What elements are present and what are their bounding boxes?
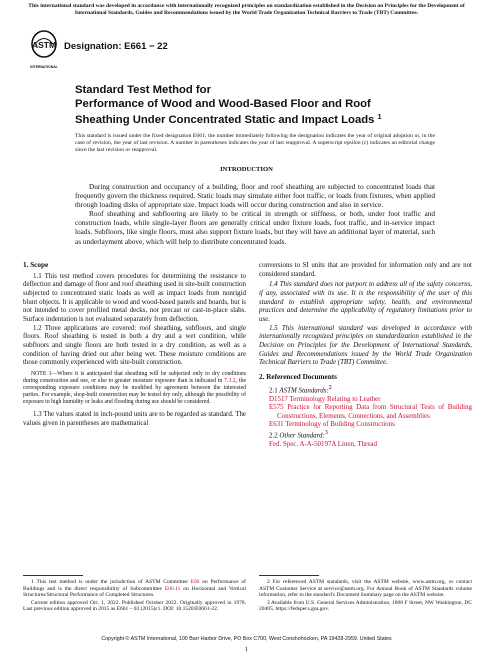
other-standard-label: 2.2 Other Standard:$^3$ [269,430,328,440]
introduction [75,182,435,246]
reference-d1517 [259,395,472,404]
logo-subtext: INTERNATIONAL [30,65,58,69]
top-notice: This international standard was developed in accordance with internationally recognized principles on standardization established in the Decision on Principles for the Development of International Standards, Guides and Recommendations issued by the World Trade Organization Technical Barriers to Trade (TBT) Committee. [28,3,465,16]
footnotes-right [259,579,472,614]
designation: Designation: E661 − 22 [64,41,168,52]
footnote-2: 2 For referenced ASTM standards, visit the ASTM website, www.astm.org, or contact ASTM Customer Service at service@astm.org. For Annual Book of ASTM Standards volume information, refer to the standard's Document Summary page on the ASTM website. [259,579,472,599]
footnote-3: 3 Available from U.S. General Services Administration, 1800 F Street, NW Washington, DC 20405, https://fedspecs.gsa.gov. [259,599,472,613]
right-column [259,261,472,449]
astm-logo [30,30,58,74]
introduction-heading: INTRODUCTION [220,166,273,173]
left-column [23,261,246,427]
link-e631[interactable]: E631 [269,420,284,429]
footnote-1: 1 This test method is under the jurisdiction of ASTM Committee E06 on Performance of Buildings and is the direct responsibility of Subcommittee E06.11 on Horizontal and Vertical Structures/Structural Performance of Completed Structures. [23,579,246,599]
scope-1-1: 1.1 This test method covers procedures for determining the resistance to deflection and damage of floor and roof sheathing used in site-built construction subjected to concentrated static loads as well as impact loads from nonrigid blunt objects. It is applicable to wood and wood-based panels and boards, but is not intended to cover profiled metal decks, nor precast or cast-in-place slabs. Surface indentation is not evaluated separately from deflection. [23,271,246,323]
link-fed-spec[interactable]: Fed. Spec. A-A-50197A [269,440,337,449]
link-7-3-2[interactable]: 7.3.2 [224,377,236,384]
footnotes-left [23,579,246,614]
scope-heading: 1. Scope [23,261,49,269]
note-1: NOTE 1—Where it is anticipated that sheathing will be subjected only to dry conditions during construction and use, or else to greater moisture exposure than is indicated in 7.3.2, the corresponding exposure conditions may be modified by agreement between the interested parties. For example, shop-built construction may be tested dry only, although the possibility of exposure to high humidity or leaks and flooding during use should be considered. [23,370,246,405]
link-e575[interactable]: E575 [269,403,284,412]
intro-paragraph-2: Roof sheathing and subflooring are likely to be critical in strength or stiffness, or both, under foot traffic and construction loads, while single-layer floors are generally critical under fixture loads, foot traffic, and in-service impact loads. Subfloors, like single floors, must also support fixture loads, but they will have an additional layer of material, such as underlayment above, which will help to distribute concentrated loads. [75,209,435,246]
title-line-2: Performance of Wood and Wood-Based Floor and Roof [75,97,371,110]
reference-e631 [259,420,472,429]
reference-fed-spec [259,440,472,449]
link-e575-title[interactable]: Practice for Reporting Data from Structural Tests of Building Constructions, Elements, Connections, and Assemblies [277,403,473,420]
link-e631-title[interactable]: Terminology of Building Constructions [285,420,395,429]
footnote-rule-right [259,575,319,576]
scope-1-5: 1.5 This international standard was developed in accordance with internationally recognized principles on standardization established in the Decision on Principles for the Development of International Standards, Guides and Recommendations issued by the World Trade Organization Technical Barriers to Trade (TBT) Committee. [259,323,472,367]
scope-1-3-continued: conversions to SI units that are provided for information only and are not considered standard. [259,261,472,278]
title-footnote-ref: 1 [377,114,382,122]
link-e06[interactable]: E06 [190,579,200,585]
page-number: 1 [244,646,249,653]
title-line-1: Standard Test Method for [75,84,211,96]
standard-note: This standard is issued under the fixed designation E661; the number immediately following the designation indicates the year of original adoption or, in the case of revision, the year of last revision. A number in parentheses indicates the year of last reapproval. A superscript epsilon (ε) indicates an editorial change since the last revision or reapproval. [75,133,435,153]
footnote-rule-left [23,575,83,576]
copyright-footer: Copyright © ASTM International, 100 Barr Harbor Drive, PO Box C700, West Conshohocken, PA 19428-2959. United States [101,636,392,642]
scope-1-2: 1.2 Three applications are covered: roof sheathing, subfloors, and single floors. Roof sheathing is tested in both a dry and a wet condition, while subfloors and single floors are both tested in a dry condition, as well as a condition of having dried out after being wet. These moisture conditions are those commonly experienced with site-built construction. [23,323,246,367]
intro-paragraph-1: During construction and occupancy of a building, floor and roof sheathing are subjected to concentrated loads that frequently govern the thickness required. Static loads may simulate either foot traffic, or loads from fixtures, when applied through loading disks of appropriate size. Impact loads will occur during construction and also in service. [75,182,435,210]
link-d1517-title[interactable]: Terminology Relating to Leather [289,394,381,403]
link-fed-spec-title[interactable]: Linen, Thread [337,440,377,449]
scope-1-3: 1.3 The values stated in inch-pound units are to be regarded as standard. The values given in parentheses are mathematical [23,409,246,427]
footnote-edition: Current edition approved Oct. 1, 2022. Published October 2022. Originally approved in 1978. Last previous edition approved in 2015 as E661 – 03 (2015)ε1. DOI: 10.1520/E0661-22. [23,599,246,613]
astm-standards-label: 2.1 ASTM Standards:$^2$ [269,384,332,394]
link-e06-11[interactable]: E06.11 [164,585,181,592]
references-heading: 2. Referenced Documents [259,372,337,381]
link-d1517[interactable]: D1517 [269,394,288,403]
reference-e575 [259,403,472,420]
scope-1-4: 1.4 This standard does not purport to address all of the safety concerns, if any, associated with its use. It is the responsibility of the user of this standard to establish appropriate safety, health, and environmental practices and determine the applicability of regulatory limitations prior to use. [259,280,472,323]
document-title [75,84,435,128]
logo-text: ASTM [31,40,57,50]
title-line-3: Sheathing Under Concentrated Static and Impact Loads $^1$ [75,114,382,127]
